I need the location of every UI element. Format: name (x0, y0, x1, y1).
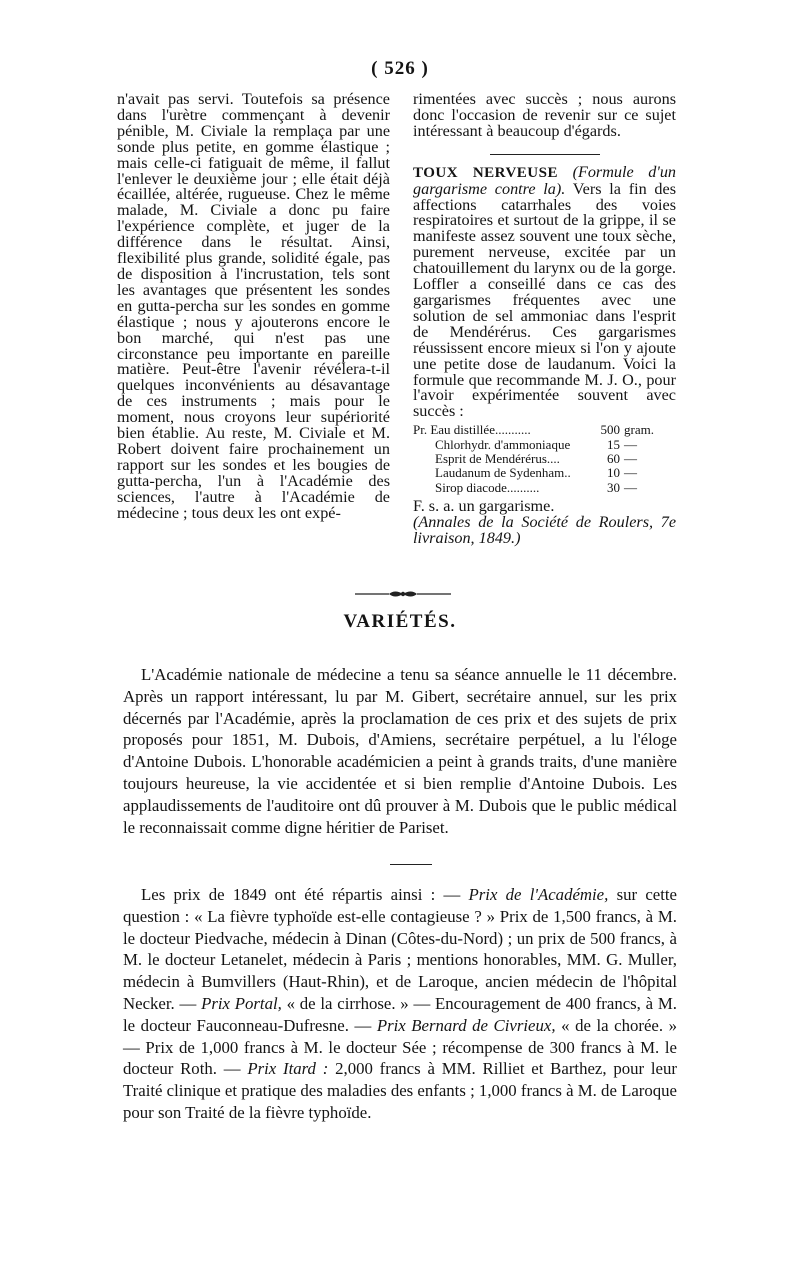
paragraph-prix-text (123, 884, 677, 1124)
formula-ingredient: Pr. Eau distillée........... (413, 422, 531, 438)
short-rule (490, 154, 600, 155)
formula-unit: gram. (624, 422, 654, 438)
article-heading: TOUX NERVEUSE (413, 164, 558, 181)
formula-unit: — (624, 436, 637, 452)
prix-portal: Prix Portal, (201, 993, 282, 1013)
formula-table (413, 423, 676, 495)
prix-text-5: 2,000 francs à MM. Rilliet et Barthez, pour leur Traité clinique et pratique des maladies des enfants ; 1,000 francs à M. de Laroque pour son Traité de la fièvre typhoïde. (123, 1059, 677, 1122)
prix-text-4: « de la chorée. » — Prix de 1,000 francs à M. le docteur Sée ; récompense de 300 francs à M. le docteur Roth. — (123, 1015, 678, 1079)
toux-nerveuse-article (413, 162, 677, 421)
article-body: Vers la fin des affections catarrhales des voies respiratoires et surtout de la grippe, il se manifeste assez souvent une toux sèche, purement nerveuse, excitée par un chatouillement du larynx ou de la gorge. Loffler a conseillé dans ce cas des gargarismes fréquentes avec une solution de sel ammoniac dans l'esprit de Mendérérus. Ces gargarismes réussissent encore mieux si l'on y ajoute une petite dose de laudanum. Voici la formule que recommande M. J. O., pour l'avoir expérimentée souvent avec succès : (413, 179, 676, 421)
left-column-text: n'avait pas servi. Toutefois sa présence dans l'urètre commençant à devenir pénible, M. Civiale la remplaça par une sonde plus petite, en gomme élastique ; mais celle-ci fatiguait de même, il fallut l'enlever le deuxième jour ; elle était déjà écaillée, altérée, rugueuse. Chez le même malade, M. Civiale a donc pu faire l'expérience complète, et juger de la différence dans le résultat. Ainsi, flexibilité plus grande, solidité égale, pas de disposition à l'incrustation, tels sont les avantages que présentent les sondes en gutta-percha sur les sondes en gomme élastique ; nous y ajouterons encore le bon marché, qui n'est pas une circonstance peu importante en pareille matière. Peut-être l'avenir révélera-t-il quelques inconvénients au désavantage de ces instruments ; mais pour le moment, nous croyons leur supériorité bien établie. Au reste, M. Civiale et M. Robert doivent faire prochainement un rapport sur les sondes et les bougies de gutta-percha, l'un à l'Académie des sciences, l'autre à l'Académie de médecine ; tous deux les ont expé- (117, 90, 390, 522)
prix-academie: Prix de l'Académie, (468, 885, 609, 904)
prix-itard: Prix Itard : (247, 1059, 329, 1079)
article-heading-italic: (Formule d'un gargarisme contre la). (413, 162, 677, 198)
formula-instruction: F. s. a. un gargarisme. (413, 497, 555, 516)
paragraph-academie-text: L'Académie nationale de médecine a tenu sa séance annuelle le 11 décembre. Après un rapport intéressant, lu par M. Gibert, secrétaire annuel, sur les prix décernés par l'Académie, après la proclamation de ces prix et des sujets de prix proposés pour 1851, M. Dubois, d'Amiens, secrétaire perpétuel, a lu l'éloge d'Antoine Dubois. L'honorable académicien a peint à grands traits, d'une manière toujours heureuse, la vie accidentée et si bien remplie d'Antoine Dubois. Les applaudissements de l'auditoire ont dû prouver à M. Dubois que le public médical le reconnaissait comme digne héritier de Pariset. (123, 665, 677, 837)
prix-text-3: « de la cirrhose. » — Encouragement de 400 francs, à M. le docteur Fauconneau-Dufresne. — (123, 993, 678, 1035)
formula-unit: — (624, 479, 637, 495)
section-title: VARIÉTÉS. (343, 611, 457, 632)
formula-quantity: 30 (607, 479, 620, 495)
formula-row (413, 481, 676, 495)
formula-unit: — (624, 465, 637, 481)
mid-rule (390, 864, 432, 865)
paragraph-academie (123, 664, 677, 838)
formula-row (413, 423, 676, 437)
ornament-divider (355, 588, 451, 600)
prix-text-1: Les prix de 1849 ont été répartis ainsi : — (141, 885, 469, 904)
formula-quantity: 60 (607, 451, 620, 467)
formula-unit: — (624, 451, 637, 467)
formula-ingredient: Esprit de Mendérérus.... (435, 451, 560, 467)
left-column (117, 92, 390, 521)
prix-text-2: sur cette question : « La fièvre typhoïde est-elle contagieuse ? » Prix de 1,500 francs, à M. le docteur Piedvache, médecin à Dinan (Côtes-du-Nord) ; un prix de 500 francs, à M. le docteur Letanelet, médecin à Paris ; mentions honorables, MM. G. Muller, médecin à Bumvillers (Haut-Rhin), et de Laroque, ancien médecin de l'hôpital Necker. — (123, 885, 678, 1013)
paragraph-prix (123, 884, 677, 1124)
formula-quantity: 10 (607, 465, 620, 481)
page-number: ( 526 ) (371, 58, 429, 79)
formula-ingredient: Chlorhydr. d'ammoniaque (435, 436, 571, 452)
right-column (413, 92, 676, 547)
formula-row (413, 452, 676, 466)
formula-row (413, 438, 676, 452)
formula-row (413, 466, 676, 480)
formula-ingredient: Sirop diacode.......... (435, 479, 540, 495)
formula-ingredient: Laudanum de Sydenham.. (435, 465, 571, 481)
prix-bernard: Prix Bernard de Civrieux, (376, 1015, 556, 1035)
right-column-continuation: rimentées avec succès ; nous aurons donc l'occasion de revenir sur ce sujet intéressant à beaucoup d'égards. (413, 90, 676, 140)
formula-quantity: 500 (600, 422, 620, 438)
formula-quantity: 15 (607, 436, 620, 452)
article-source: (Annales de la Société de Roulers, 7e livraison, 1849.) (413, 513, 676, 548)
